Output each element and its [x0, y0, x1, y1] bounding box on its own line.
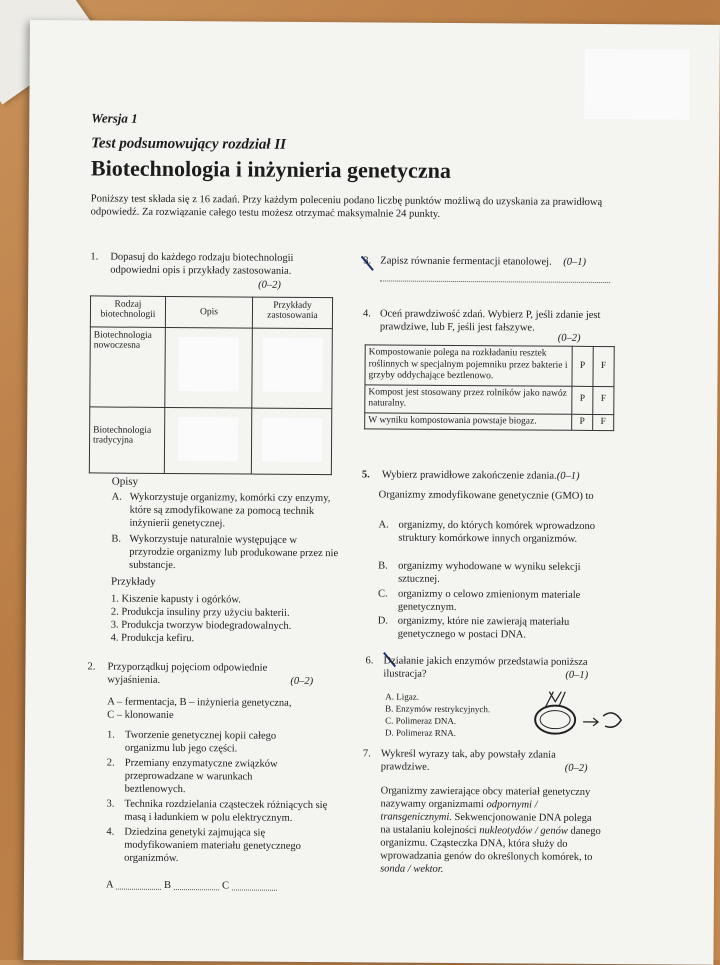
q2-number: 2. [87, 661, 96, 673]
q4-statement: Kompostowanie polega na rozkładaniu resztek roślinnych w specjalnym pojemniku przez bakterie i grzyby oddychające beztlenowo. [365, 345, 572, 386]
q4-statement: Kompost jest stosowany przez rolników jako nawóz naturalny. [365, 384, 572, 413]
q7-choice[interactable]: sonda / wektor. [380, 863, 444, 875]
false-option[interactable]: F [593, 414, 614, 431]
q6-option[interactable]: C. Polimeraz DNA. [385, 715, 457, 726]
q6-points: (0–1) [565, 669, 589, 681]
q2-answer-c-label: C [221, 880, 230, 892]
q1-answer-cell[interactable] [251, 408, 331, 475]
q4-points: (0–2) [557, 332, 581, 344]
page-title: Biotechnologia i inżynieria genetyczna [90, 155, 451, 183]
true-option[interactable]: P [572, 386, 593, 414]
q2-answer-a-label: A [105, 879, 114, 891]
q5-points: (0–1) [556, 470, 580, 482]
q1-example: 2. Produkcja insuliny przy użyciu bakterii. [110, 606, 290, 619]
q1-desc-letter: A. [111, 491, 122, 503]
q5-number: 5. [361, 469, 370, 481]
q4-number: 4. [362, 308, 371, 320]
q2-points: (0–2) [290, 675, 314, 687]
q5-option-letter[interactable]: D. [377, 615, 389, 627]
true-option[interactable]: P [572, 346, 593, 386]
q1-row-modern: Biotechnologia nowoczesna [90, 327, 166, 408]
q7-choice[interactable]: nukleotydów / genów [479, 825, 568, 837]
q6-number: 6. [365, 655, 374, 667]
q7-text-span: danego organizmu. Cząsteczka DNA, która służy do wprowadzania genów do określonych komórek, to [380, 825, 601, 863]
q1-header-examples: Przykłady zastosowania [252, 297, 332, 329]
q7-paragraph-1 [380, 784, 603, 877]
q1-desc-a: Wykorzystuje organizmy, komórki czy enzymy, które są zmodyfikowane za pomocą technik inżynierii genetycznej. [129, 491, 331, 530]
q2-answer-b-line[interactable] [174, 889, 219, 890]
q3-points: (0–1) [563, 256, 587, 268]
redacted-area [584, 49, 689, 120]
q2-item: Tworzenie genetycznej kopii całego organizmu lub jego części. [124, 729, 277, 755]
q1-examples-title: Przykłady [111, 575, 156, 588]
true-option[interactable]: P [572, 414, 593, 431]
q2-answer-a-line[interactable] [116, 889, 161, 890]
q5-option-a[interactable]: organizmy, do których komórek wprowadzono struktury komórkowe innych organizmów. [398, 519, 596, 545]
q7-text-span: Sekwencjonowanie DNA polega na ustalaniu kolejności [380, 811, 592, 837]
q4-text: Oceń prawdziwość zdań. Wybierz P, jeśli zdanie jest prawdziwe, lub F, jeśli jest fałszywe. [379, 308, 601, 334]
dna-plasmid-illustration-icon [525, 685, 635, 746]
version-label: Wersja 1 [91, 110, 138, 126]
q1-desc-letter: B. [111, 533, 122, 545]
test-sheet: Wersja 1 Test podsumowujący rozdział II Biotechnologia i inżynieria genetyczna Poniższy test składa się z 16 zadań. Przy każdym poleceniu podano liczbę punktów możliwą do uzyskania za prawidłową odpowiedź. Za rozwiązanie całego testu możesz otrzymać maksymalnie 24 punkty. 1. Dopasuj do każdego rodzaju biotechnologii odpowiedni opis i przykłady zastosowania. (0–2) Rodzaj biotechnologii Opis Przykłady zastosowania Biotechnologia nowoczesna Biotechnologia tradycyjna Opisy A. Wykorzystuje organizmy, komórki czy enzymy, które są zmodyfikowane za pomocą technik inżynierii genetycznej. B. Wykorzystuje naturalnie występujące w przyrodzie organizmy lub produkowane przez nie substancje. Przykłady 1. Kiszenie kapusty i ogórków. 2. Produkcja insuliny przy użyciu bakterii. 3. Produkcja tworzyw biodegradowalnych. 4. Produkcja kefiru. 2. Przyporządkuj pojęciom odpowiednie wyjaśnienia. (0–2) A – fermentacja, B – inżynieria genetyczna, C – klonowanie 1. Tworzenie genetycznej kopii całego organizmu lub jego części. 2. Przemiany enzymatyczne związków przeprowadzane w warunkach beztlenowych. 3. Technika rozdzielania cząsteczek różniących się masą i ładunkiem w polu elektrycznym. 4. Dziedzina genetyki zajmująca się modyfikowaniem materiału genetycznego organizmów. A B C 3. Zapisz równanie fermentacji etanolowej. (0–1) 4. Oceń prawdziwość zdań. Wybierz P, jeśli zdanie jest prawdziwe, lub F, jeśli jest fałszywe. (0–2) Kompostowanie polega na rozkładaniu resztek roślinnych w specjalnym pojemniku przez bakterie i grzyby oddychające beztlenowo. P F Kompost jest stosowany przez rolników jako nawóz naturalny. P F W wyniku kompostowania powstaje biogaz. P F 5. Wybierz prawidłowe zakończenie zdania. (0–1) Organizmy zmodyfikowane genetycznie (GMO) to A. organizmy, do których komórek wprowadzono struktury komórkowe innych organizmów. B. organizmy wyhodowane w wyniku selekcji sztucznej. C. organizmy o celowo zmienionym materiale genetycznym. D. organizmy, które nie zawierają materiału genetycznego w postaci DNA. 6. Działanie jakich enzymów przedstawia poniższa ilustracja? (0–1) A. Ligaz. B. Enzymów restrykcyjnych. C. Polimeraz DNA. D. Polimeraz RNA. 7. Wykreśl wyrazy tak, aby powstały zdania prawdziwe. (0–2) Organizmy zawierające obcy materiał genetyczny nazywamy organizmami odpornymi / transgenicznymi. Sekwencjonowanie DNA polega na ustalaniu kolejności nukleotydów / genów danego organizmu. Cząsteczka DNA, która służy do wprowadzania genów do określonych komórek, to sonda / wektor. [23, 20, 720, 965]
redacted-answer [178, 417, 238, 461]
q5-option-d[interactable]: organizmy, które nie zawierają materiału genetycznego w postaci DNA. [397, 615, 570, 641]
q2-concepts: C – klonowanie [107, 709, 174, 722]
q1-answer-cell[interactable] [165, 327, 253, 408]
q6-option[interactable]: A. Ligaz. [385, 691, 420, 702]
intro-text: Poniższy test składa się z 16 zadań. Przy każdym poleceniu podano liczbę punktów możliwą do uzyskania za prawidłową odpowiedź. Za rozwiązanie całego testu możesz otrzymać maksymalnie 24 punkty. [90, 193, 603, 220]
q6-text: Działanie jakich enzymów przedstawia poniższa ilustracja? [383, 655, 588, 680]
q5-option-c[interactable]: organizmy o celowo zmienionym materiale genetycznym. [397, 588, 581, 613]
q6-option[interactable]: D. Polimeraz RNA. [384, 727, 457, 738]
redacted-answer [261, 418, 321, 462]
test-subtitle: Test podsumowujący rozdział II [91, 135, 287, 153]
q5-option-letter[interactable]: B. [378, 560, 388, 572]
q4-statement: W wyniku kompostowania powstaje biogaz. [365, 412, 572, 430]
q2-item: Dziedzina genetyki zajmująca się modyfikowaniem materiału genetycznego organizmów. [124, 826, 301, 865]
q4-table [364, 344, 615, 431]
q5-option-b[interactable]: organizmy wyhodowane w wyniku selekcji sztucznej. [398, 560, 581, 585]
false-option[interactable]: F [593, 386, 614, 414]
q7-number: 7. [362, 748, 371, 760]
q1-row-traditional: Biotechnologia tradycyjna [89, 407, 164, 474]
q1-example: 4. Produkcja kefiru. [110, 632, 195, 645]
q7-text: Wykreśl wyrazy tak, aby powstały zdania prawdziwe. [380, 748, 556, 773]
q6-option[interactable]: B. Enzymów restrykcyjnych. [385, 703, 491, 715]
q3-text: Zapisz równanie fermentacji etanolowej. [380, 255, 552, 268]
q2-concepts: A – fermentacja, B – inżynieria genetyczna, [107, 696, 292, 709]
q3-answer-line[interactable] [380, 280, 610, 283]
q5-option-letter[interactable]: A. [378, 519, 389, 531]
q1-answer-cell[interactable] [252, 328, 333, 409]
q2-item: Technika rozdzielania cząsteczek różniących się masą i ładunkiem w polu elektrycznym. [124, 798, 328, 824]
q2-answer-c-line[interactable] [232, 889, 277, 890]
false-option[interactable]: F [593, 346, 614, 386]
q2-item: Przemiany enzymatyczne związków przeprowadzane w warunkach beztlenowych. [124, 757, 278, 796]
q7-text-span: Organizmy zawierające obcy materiał genetyczny nazywamy organizmami [380, 785, 591, 811]
q1-number: 1. [90, 251, 99, 263]
q1-descriptions-title: Opisy [111, 475, 139, 488]
q1-example: 1. Kiszenie kapusty i ogórków. [110, 593, 241, 606]
q1-header-type: Rodzaj biotechnologii [90, 296, 165, 328]
q5-stem: Organizmy zmodyfikowane genetycznie (GMO) to [378, 489, 594, 502]
q1-table [89, 295, 333, 475]
redacted-answer [178, 337, 238, 391]
q5-option-letter[interactable]: C. [377, 588, 388, 600]
q2-answer-b-label: B [163, 879, 172, 892]
q1-example: 3. Produkcja tworzyw biodegradowalnych. [110, 619, 292, 632]
q2-text: Przyporządkuj pojęciom odpowiednie wyjaśnienia. [107, 661, 268, 686]
q1-answer-cell[interactable] [164, 407, 251, 474]
q5-text: Wybierz prawidłowe zakończenie zdania. [381, 469, 557, 482]
q1-text: Dopasuj do każdego rodzaju biotechnologii odpowiedni opis i przykłady zastosowania. [110, 251, 294, 277]
q7-points: (0–2) [564, 762, 588, 774]
q1-desc-b: Wykorzystuje naturalnie występujące w przyrodzie organizmy lub produkowane przez nie substancje. [129, 533, 339, 572]
q1-header-description: Opis [165, 296, 252, 328]
redacted-answer [262, 338, 322, 392]
q1-points: (0–2) [258, 279, 281, 291]
q7-choice[interactable]: odpornymi / transgenicznymi. [380, 799, 538, 823]
q3-number: 3. [363, 255, 372, 267]
